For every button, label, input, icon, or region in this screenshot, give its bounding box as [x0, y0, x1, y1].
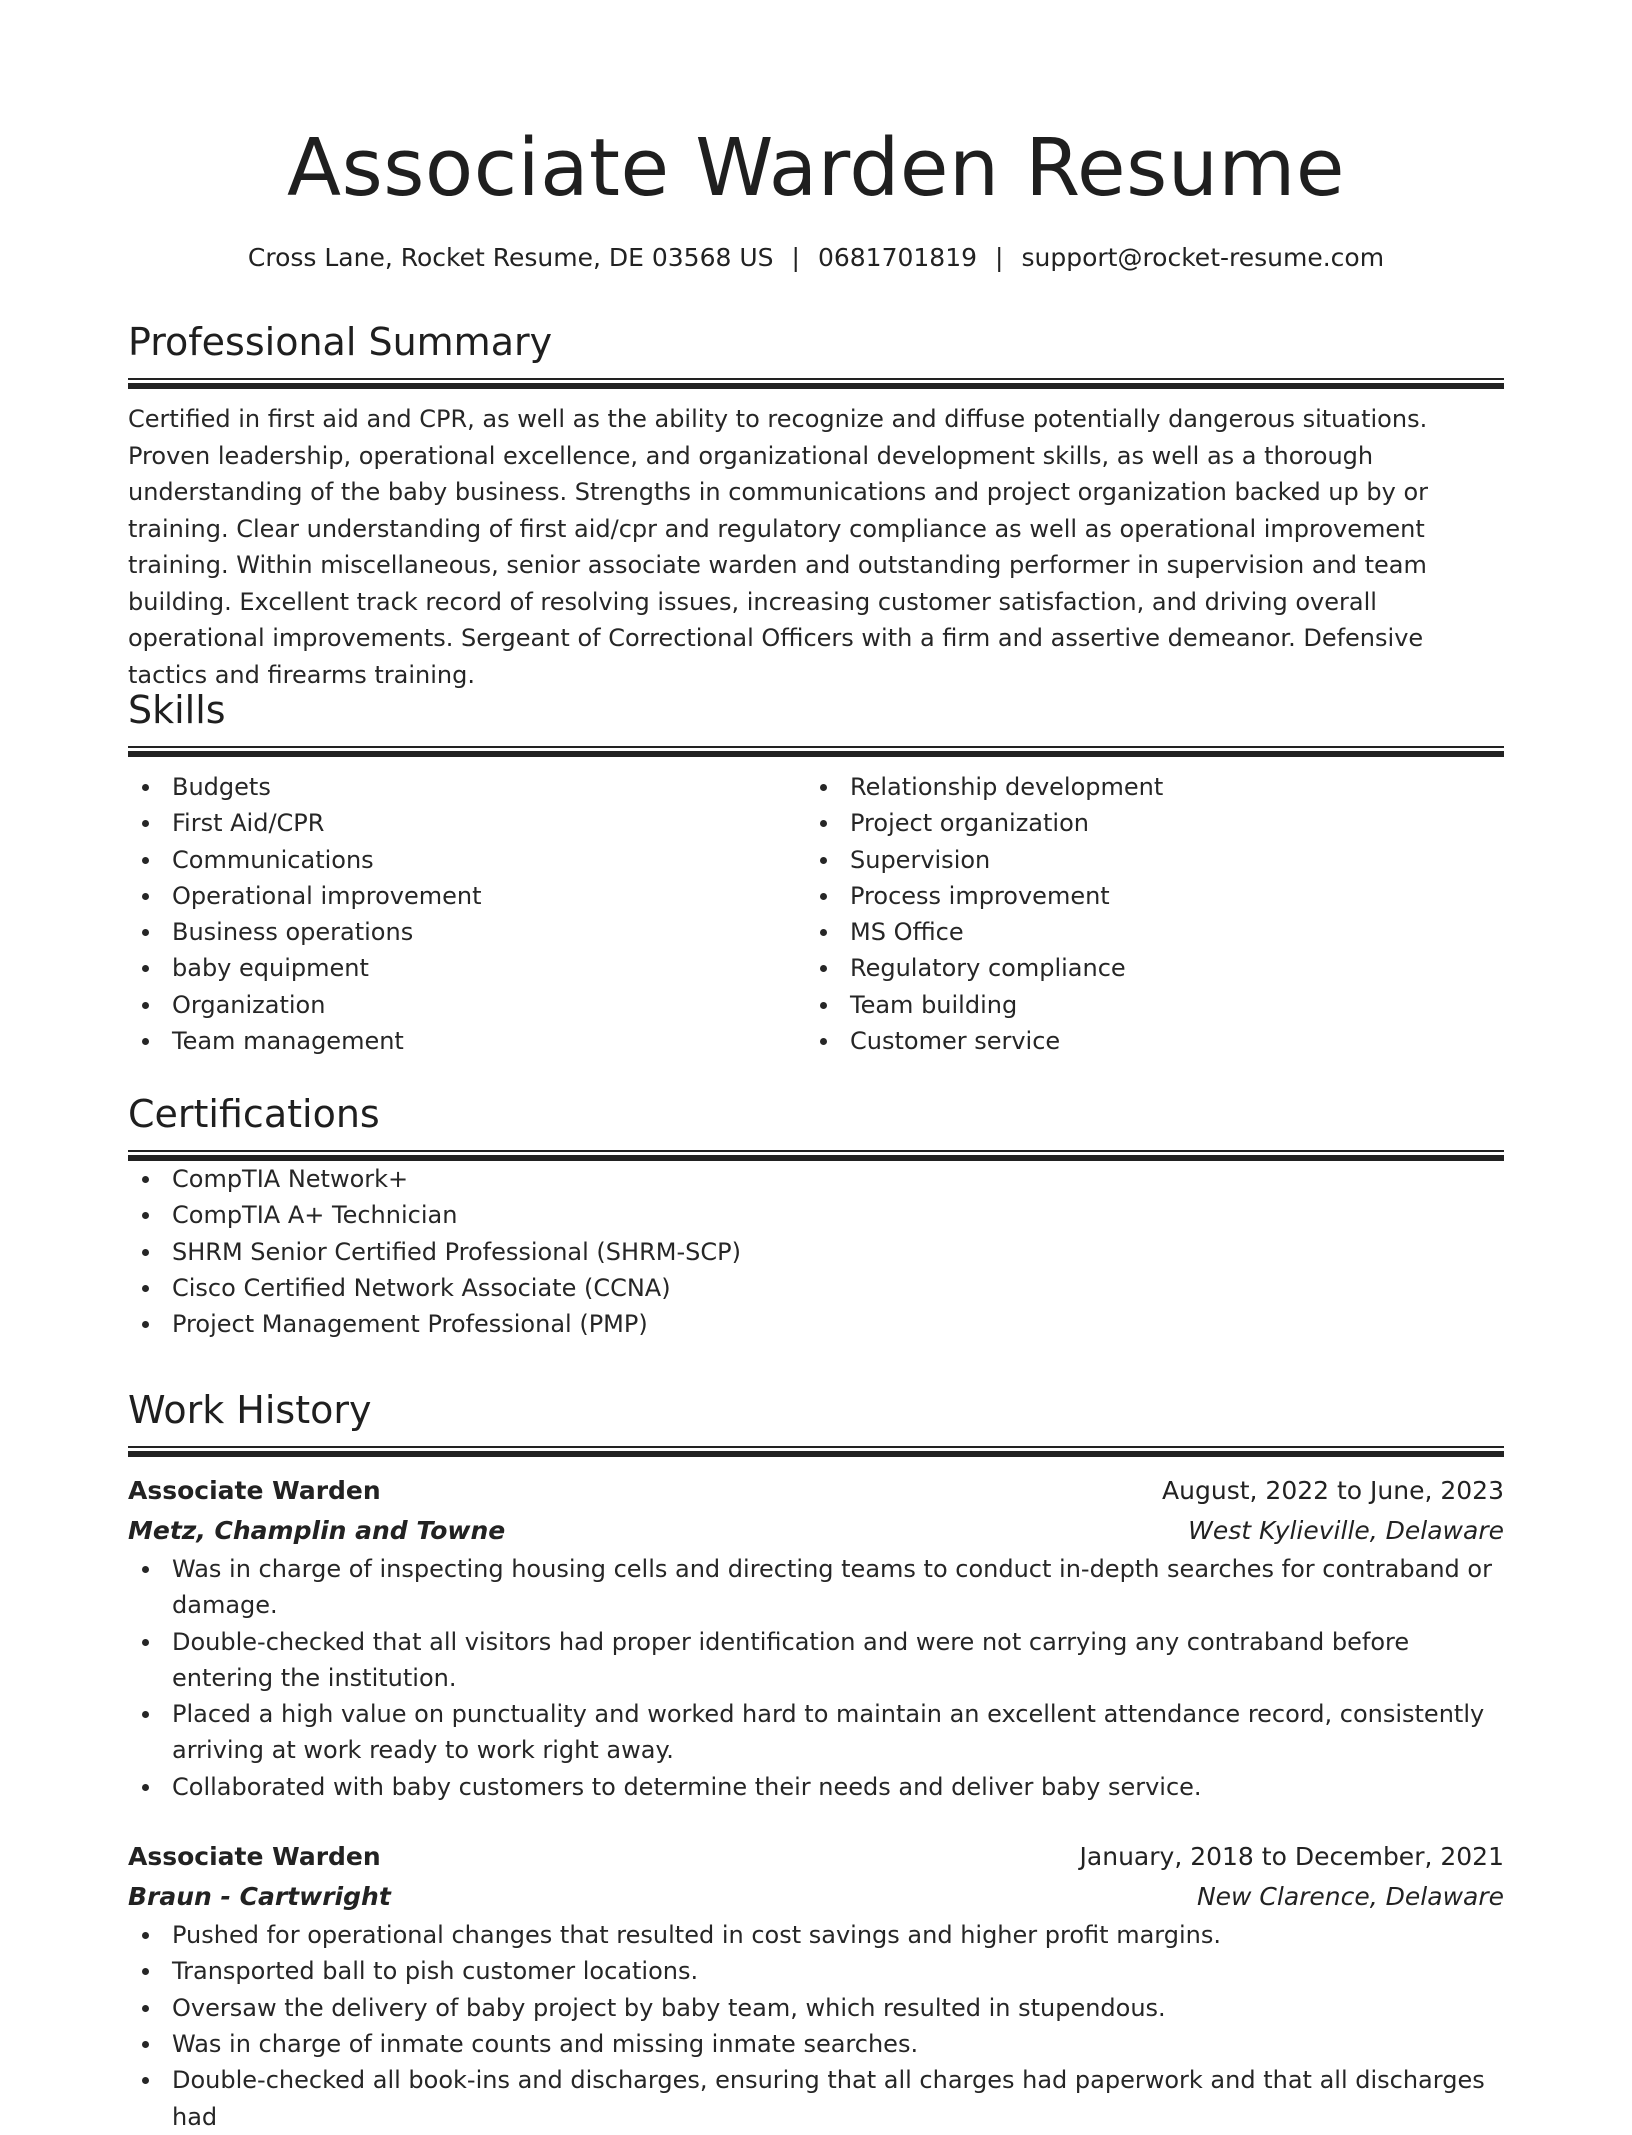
skill-item: Team management [128, 1023, 806, 1059]
page-title: Associate Warden Resume [287, 122, 1345, 214]
job-header [128, 1471, 1504, 1511]
resume-header [0, 0, 1632, 274]
contact-separator: | [791, 243, 800, 272]
contact-email: support@rocket-resume.com [1021, 243, 1385, 272]
section-title-certifications: Certifications [128, 1092, 380, 1136]
certifications-list [128, 1161, 1504, 1342]
skill-item: Supervision [806, 842, 1484, 878]
job-bullet: Was in charge of inspecting housing cells and directing teams to conduct in-depth searches for contraband or damage. [128, 1551, 1504, 1624]
section-divider [128, 378, 1504, 389]
job-dates: January, 2018 to December, 2021 [1079, 1842, 1504, 1872]
job-entry [128, 1837, 1504, 2135]
skills-column-left [128, 769, 806, 1059]
skill-item: Process improvement [806, 878, 1484, 914]
job-bullet: Oversaw the delivery of baby project by baby team, which resulted in stupendous. [128, 1990, 1504, 2026]
skills-section [128, 686, 1504, 1059]
skill-item: Operational improvement [128, 878, 806, 914]
section-divider [128, 1150, 1504, 1161]
contact-address: Cross Lane, Rocket Resume, DE 03568 US [247, 243, 774, 272]
job-company: Braun - Cartwright [128, 1882, 391, 1912]
skills-grid [128, 769, 1504, 1059]
skill-item: Project organization [806, 805, 1484, 841]
skill-item: Customer service [806, 1023, 1484, 1059]
contact-line [0, 242, 1632, 274]
certifications-section [128, 1090, 1504, 1342]
job-bullet: Double-checked that all visitors had proper identification and were not carrying any contraband before entering the institution. [128, 1624, 1504, 1697]
summary-text: Certified in first aid and CPR, as well as the ability to recognize and diffuse potentially dangerous situations. Proven leadership, operational excellence, and organizational development skills, as well as a thorough understanding of the baby business. Strengths in communications and project organization backed up by or training. Clear understanding of first aid/cpr and regulatory compliance as well as operational improvement training. Within miscellaneous, senior associate warden and outstanding performer in supervision and team building. Excellent track record of resolving issues, increasing customer satisfaction, and driving overall operational improvements. Sergeant of Correctional Officers with a firm and assertive demeanor. Defensive tactics and firearms training. [128, 405, 1428, 689]
skill-item: Team building [806, 987, 1484, 1023]
job-subheader [128, 1511, 1504, 1551]
skills-column-right [806, 769, 1484, 1059]
job-location: New Clarence, Delaware [1196, 1882, 1504, 1912]
job-bullet: Pushed for operational changes that resulted in cost savings and higher profit margins. [128, 1917, 1504, 1953]
job-header [128, 1837, 1504, 1877]
job-dates: August, 2022 to June, 2023 [1162, 1476, 1504, 1505]
job-title: Associate Warden [128, 1842, 381, 1872]
certification-item: CompTIA Network+ [128, 1161, 1504, 1197]
job-title: Associate Warden [128, 1476, 381, 1505]
skill-item: baby equipment [128, 950, 806, 986]
job-bullets [128, 1551, 1504, 1805]
skill-item: Budgets [128, 769, 806, 805]
job-bullets [128, 1917, 1504, 2135]
certification-item: CompTIA A+ Technician [128, 1197, 1504, 1233]
job-bullet: Double-checked all book-ins and discharges, ensuring that all charges had paperwork and that all discharges had [128, 2062, 1504, 2135]
job-bullet: Placed a high value on punctuality and worked hard to maintain an excellent attendance record, consistently arriving at work ready to work right away. [128, 1696, 1504, 1769]
summary-section [128, 318, 1504, 693]
job-company: Metz, Champlin and Towne [128, 1516, 506, 1545]
job-bullet: Transported ball to pish customer locations. [128, 1953, 1504, 1989]
section-divider [128, 1446, 1504, 1457]
section-title-summary: Professional Summary [128, 320, 553, 364]
skill-item: MS Office [806, 914, 1484, 950]
work-history-section [128, 1386, 1504, 2135]
certification-item: Project Management Professional (PMP) [128, 1306, 1504, 1342]
section-title-work-history: Work History [128, 1388, 372, 1432]
skill-item: Relationship development [806, 769, 1484, 805]
job-location: West Kylieville, Delaware [1188, 1516, 1504, 1545]
contact-separator: | [995, 243, 1004, 272]
contact-phone: 0681701819 [817, 243, 978, 272]
job-subheader [128, 1877, 1504, 1917]
certification-item: SHRM Senior Certified Professional (SHRM-SCP) [128, 1234, 1504, 1270]
section-title-skills: Skills [128, 688, 226, 732]
job-bullet: Collaborated with baby customers to determine their needs and deliver baby service. [128, 1769, 1504, 1805]
job-bullet: Was in charge of inmate counts and missing inmate searches. [128, 2026, 1504, 2062]
skill-item: Business operations [128, 914, 806, 950]
skill-item: Organization [128, 987, 806, 1023]
job-entry [128, 1471, 1504, 1805]
skill-item: Regulatory compliance [806, 950, 1484, 986]
skill-item: Communications [128, 842, 806, 878]
skill-item: First Aid/CPR [128, 805, 806, 841]
section-divider [128, 746, 1504, 757]
certification-item: Cisco Certified Network Associate (CCNA) [128, 1270, 1504, 1306]
